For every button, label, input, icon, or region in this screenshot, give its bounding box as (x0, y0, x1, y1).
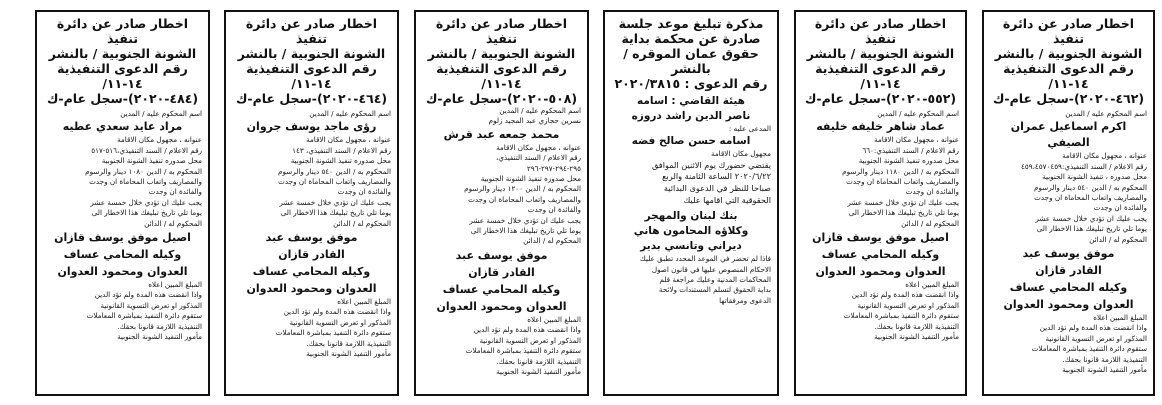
signature-line: العدوان ومحمود العدوان (246, 282, 377, 296)
creditor-signature (422, 247, 581, 315)
notice-title (43, 16, 202, 106)
signature-line: موفق يوسف عبد (455, 248, 548, 262)
footer-line: التنفيذية اللازمة قانونا بحقك. (496, 356, 581, 366)
signature-line: موفق يوسف عبد (1022, 247, 1115, 261)
respondent-name: عماد شاهر خليفه خليفه (816, 120, 945, 134)
title-line: (٥٠٨-٢٠٢٠)-سجل عام-ك (425, 91, 578, 106)
footer-line: مأمور التنفيذ الشونة الجنوبية (117, 332, 202, 342)
footer-line: ستقوم دائرة التنفيذ بمباشرة المعاملات (465, 346, 581, 356)
notice-title (232, 16, 391, 106)
detail-line: ٢٠٢٠/٦/٢٢ الساعة الثامنة والربع (662, 171, 771, 182)
footer-line: واذا انقضت هذه المدة ولم تؤد الدين (1039, 323, 1147, 333)
detail-line: المحكوم به / الدين ١١٨٠ دينار والرسوم (842, 166, 959, 176)
footer-line: التنفيذية اللازمة قانونا بحقك. (1062, 354, 1147, 364)
plaintiff-line: ديراني وتانسي بدير (640, 240, 742, 253)
judge-label: هيئة القاضي : اسامه (637, 95, 745, 107)
footer-line: التنفيذية اللازمة قانونا بحقك. (306, 338, 391, 348)
detail-line: والمصاريف واتعاب المحاماة ان وجدت (89, 177, 202, 187)
detail-line: المحكوم له / الدائن (901, 218, 959, 228)
footer-line: المذكور او تعرض التسوية القانونية (479, 335, 581, 345)
detail-line: رقم الاعلام / السند التنفيذي:٦٦٠ (862, 145, 959, 155)
detail-line: الحقوقية التي اقامها عليك (683, 194, 771, 205)
signature-line: اصيل موفق يوسف قازان (812, 231, 949, 245)
title-line: (٤٦٢-٢٠٢٠)-سجل عام-ك (992, 91, 1145, 106)
detail-line: محل صدوره تنفيذ الشونة الجنوبية (480, 174, 581, 184)
plaintiff-block (611, 209, 771, 254)
title-line: الشونة الجنوبية / بالنشر (806, 46, 955, 61)
title-line: الشونة الجنوبية / بالنشر (994, 46, 1143, 61)
title-line: الشونة الجنوبية / بالنشر (237, 46, 386, 61)
title-line: (٤٦٤-٢٠٢٠)-سجل عام-ك (235, 91, 388, 106)
detail-line: المحكوم به / الدين ٥٤٠ دينار والرسوم (1034, 182, 1147, 192)
notice-column-5 (224, 10, 399, 396)
footer-line: ستقوم دائرة التنفيذ بمباشرة المعاملات (275, 328, 391, 338)
title-line: مذكرة تبليغ موعد جلسة (618, 16, 764, 31)
footer-line: واذا انقضت هذه المدة ولم تؤد الدين (851, 290, 959, 300)
notice-title (802, 16, 959, 106)
title-line: اخطار صادر عن دائرة تنفيذ (1002, 16, 1135, 46)
title-line: رقم الدعوى التنفيذية ١٤-١١/ (246, 61, 377, 91)
footer-line: واذا انقضت هذه المدة ولم تؤد الدين (94, 290, 202, 300)
detail-line: يجب عليك ان تؤدي خلال خمسة عشر (847, 197, 959, 207)
notice-title (611, 16, 771, 91)
notice-title (422, 16, 581, 106)
detail-line: عنوانه ، مجهول مكان الاقامة (117, 135, 202, 145)
defendant-name: اسامه حسن صالح فضه (631, 135, 751, 148)
creditor-signature (802, 229, 959, 280)
detail-line: يوما تلي تاريخ تبليغك هذا الاخطار الى (470, 226, 581, 236)
detail-line: يوما تلي تاريخ تبليغك هذا الاخطار الى (280, 208, 391, 218)
signature-line: وكيله المحامي عساف (63, 248, 182, 262)
signature-line: وكيله المحامي عساف (821, 248, 940, 262)
footer-line: بداية الحقوق لتسلم المستندات ولائحة (658, 285, 771, 295)
signature-line: القادر قازان (278, 248, 345, 262)
notice-column-1 (982, 10, 1155, 396)
notice-column-4 (414, 10, 589, 396)
respondent-label: اسم المحكوم عليه / المدين (1065, 109, 1147, 118)
detail-line: محل صدوره تنفيذ الشونة الجنوبية (858, 156, 959, 166)
detail-line: والمصاريف واتعاب المحاماة ان وجدت (278, 177, 391, 187)
detail-line: مجهول مكان الاقامة (710, 149, 771, 159)
detail-line: عنوانه ، مجهول مكان الاقامة (496, 142, 581, 152)
creditor-signature (43, 229, 202, 280)
respondent-name: مراد عايد سعدي عطيه (62, 120, 183, 134)
title-line: اخطار صادر عن دائرة تنفيذ (814, 16, 947, 46)
footer-line: مأمور التنفيذ الشونة الجنوبية (306, 349, 391, 359)
footer-line: التنفيذية اللازمة قانونا بحقك. (874, 321, 959, 331)
respondent-label: اسم المحكوم عليه / المدين (309, 109, 391, 118)
notice-column-3 (603, 10, 779, 396)
title-line: (٥٥٢-٢٠٢٠)-سجل عام-ك (804, 91, 957, 106)
detail-line: يجب عليك ان تؤدي خلال خمسة عشر (279, 197, 391, 207)
detail-line: المحكوم له / الدائن (523, 236, 581, 246)
title-line: اخطار صادر عن دائرة تنفيذ (56, 16, 189, 46)
respondent-secondary: نسرين حجازي عبد المجيد زلوم (488, 116, 581, 126)
footer-line: المذكور او تعرض التسوية القانونية (289, 317, 391, 327)
detail-line: والفائدة ان وجدت (337, 187, 391, 197)
detail-line: ٢٩٥-٢٩٤-٢٩٧-٢٩٦ (526, 163, 581, 173)
respondent-name: محمد جمعه عبد قرش (443, 127, 560, 141)
detail-line: والمصاريف واتعاب المحاماة ان وجدت (1034, 193, 1147, 203)
detail-line: رقم الاعلام / السند التنفيذي، (496, 153, 581, 163)
detail-line: والفائدة ان وجدت (527, 205, 581, 215)
signature-line: وكيله المحامي عساف (1009, 281, 1128, 295)
detail-line: محل صدوره تنفيذ الشونة الجنوبية (290, 156, 391, 166)
title-line: رقم الدعوى التنفيذية ١٤-١١/ (1003, 61, 1134, 91)
footer-line: مأمور التنفيذ الشونة الجنوبية (874, 332, 959, 342)
detail-line: المحكوم له / الدائن (1089, 234, 1147, 244)
footer-line: ستقوم دائرة التنفيذ بمباشرة المعاملات (86, 311, 202, 321)
detail-line: يوما تلي تاريخ تبليغك هذا الاخطار الى (848, 208, 959, 218)
footer-line: واذا انقضت هذه المدة ولم تؤد الدين (473, 325, 581, 335)
detail-line: المحكوم به / الدين ٥٤٠ دينار والرسوم (278, 166, 391, 176)
detail-line: محل صدوره ، تنفيذ الشونة الجنوبية (1042, 172, 1147, 182)
detail-line: والمصاريف واتعاب المحاماة ان وجدت (846, 177, 959, 187)
detail-line: محل صدوره تنفيذ الشونة الجنوبية (101, 156, 202, 166)
respondent-label: اسم المحكوم عليه / المدين (499, 106, 581, 115)
detail-line: والفائدة ان وجدت (905, 187, 959, 197)
signature-line: العدوان ومحمود العدوان (1003, 298, 1134, 312)
footer-line: مأمور التنفيذ الشونة الجنوبية (496, 366, 581, 376)
footer-line: المذكور او تعرض التسوية القانونية (100, 300, 202, 310)
detail-line: يجب عليك ان تؤدي خلال خمسة عشر (1035, 213, 1147, 223)
title-line: رقم الدعوى : ٢٠٢٠/٣٨١٥ (614, 76, 768, 91)
footer-line: فاذا لم تحضر في الموعد المحدد تطبق عليك (639, 254, 771, 264)
detail-line: يقتضي حضورك يوم الاثنين الموافق (651, 159, 771, 170)
signature-line: القادر قازان (468, 265, 535, 279)
signature-line: اصيل موفق يوسف قازان (54, 231, 191, 245)
respondent-label: اسم المحكوم عليه / المدين (877, 109, 959, 118)
creditor-signature (232, 229, 391, 297)
detail-line: المحكوم له / الدائن (144, 218, 202, 228)
footer-line: المبلغ المبين اعلاه (148, 280, 202, 290)
signature-line: وكيله المحامي عساف (442, 282, 561, 296)
detail-line: والمصاريف واتعاب المحاماة ان وجدت (468, 194, 581, 204)
detail-line: يوما تلي تاريخ تبليغك هذا الاخطار الى (1036, 224, 1147, 234)
detail-line: عنوانه ، مجهول مكان الاقامة (1062, 151, 1147, 161)
detail-line: المحكوم له / الدائن (333, 218, 391, 228)
detail-line: المحكوم به / الدين ١٢٠٠ دينار والرسوم (464, 184, 581, 194)
signature-line: وكيله المحامي عساف (252, 265, 371, 279)
signature-line: العدوان ومحمود العدوان (815, 265, 946, 279)
respondent-name: رؤى ماجد يوسف جروان (246, 120, 377, 134)
detail-line: عنوانه ، مجهول مكان الاقامة (306, 135, 391, 145)
footer-line: مأمور التنفيذ الشونة الجنوبية (1062, 365, 1147, 375)
title-line: (٤٨٤-٢٠٢٠)-سجل عام-ك (46, 91, 199, 106)
judge-name: ناصر الدين راشد دروزه (631, 110, 751, 122)
title-line: اخطار صادر عن دائرة تنفيذ (245, 16, 378, 46)
footer-line: الدعوى ومرفقاتها (719, 295, 771, 305)
title-line: اخطار صادر عن دائرة تنفيذ (435, 16, 568, 46)
detail-line: رقم الاعلام / السند التنفيذي:٤٥٩،٤٥٧٠٤٥٩ (1020, 161, 1147, 171)
detail-line: والفائدة ان وجدت (1093, 203, 1147, 213)
detail-line: والفائدة ان وجدت (148, 187, 202, 197)
footer-line: المبلغ المبين اعلاه (1093, 313, 1147, 323)
defendant-label: المدعى عليه : (728, 124, 771, 133)
detail-line: صباحا للنظر في الدعوى البدائية (663, 183, 771, 193)
plaintiff-line: بنك لبنان والمهجر (644, 210, 738, 223)
signature-line: موفق يوسف عبد (265, 231, 358, 245)
footer-line: ستقوم دائرة التنفيذ بمباشرة المعاملات (843, 311, 959, 321)
notice-column-2 (794, 10, 967, 396)
detail-line: يجب عليك ان تؤدي خلال خمسة عشر (90, 197, 202, 207)
signature-line: العدوان ومحمود العدوان (57, 265, 188, 279)
creditor-signature (990, 245, 1147, 313)
plaintiff-line: وكلاؤه المحامون هاني (633, 225, 749, 238)
respondent-label: اسم المحكوم عليه / المدين (120, 109, 202, 118)
detail-line: يوما تلي تاريخ تبليغك هذا الاخطار الى (91, 208, 202, 218)
footer-line: المبلغ المبين اعلاه (905, 280, 959, 290)
respondent-name: اكرم اسماعيل عمران الصيفي (1010, 120, 1127, 150)
detail-line: يجب عليك ان تؤدي خلال خمسة عشر (469, 215, 581, 225)
footer-line: المذكور او تعرض التسوية القانونية (1045, 333, 1147, 343)
title-line: الشونة الجنوبية / بالنشر (427, 46, 576, 61)
notice-column-6 (35, 10, 210, 396)
detail-line: رقم الاعلام / السند التنفيذي، ١٤٣ (292, 145, 391, 155)
title-line: رقم الدعوى التنفيذية ١٤-١١/ (815, 61, 946, 91)
detail-line: رقم الاعلام / السند التنفيذي،٥١٦-٥١٧ (91, 145, 202, 155)
title-line: رقم الدعوى التنفيذية ١٤-١١/ (57, 61, 188, 91)
footer-line: الاحكام المنصوص عليها في قانون اصول (651, 264, 771, 274)
footer-line: المحاكمات المدنية وعليك مراجعة قلم (659, 275, 771, 284)
footer-line: المبلغ المبين اعلاه (527, 314, 581, 324)
detail-line: المحكوم به / الدين ١٠٨٠ دينار والرسوم (85, 166, 202, 176)
footer-line: المذكور او تعرض التسوية القانونية (857, 300, 959, 310)
title-line: صادرة عن محكمة بداية (621, 31, 761, 46)
footer-line: التنفيذية اللازمة قانونا بحقك. (117, 321, 202, 331)
footer-line: ستقوم دائرة التنفيذ بمباشرة المعاملات (1031, 344, 1147, 354)
signature-line: القادر قازان (1035, 264, 1102, 278)
signature-line: العدوان ومحمود العدوان (436, 299, 567, 313)
title-line: رقم الدعوى التنفيذية ١٤-١١/ (436, 61, 567, 91)
footer-line: واذا انقضت هذه المدة ولم تؤد الدين (283, 307, 391, 317)
detail-line: عنوانه ، مجهول مكان الاقامة (874, 135, 959, 145)
title-line: الشونة الجنوبية / بالنشر (48, 46, 197, 61)
notice-title (990, 16, 1147, 106)
footer-line: المبلغ المبين اعلاه (337, 297, 391, 307)
title-line: حقوق عمان الموقره /بالنشر (623, 46, 759, 76)
